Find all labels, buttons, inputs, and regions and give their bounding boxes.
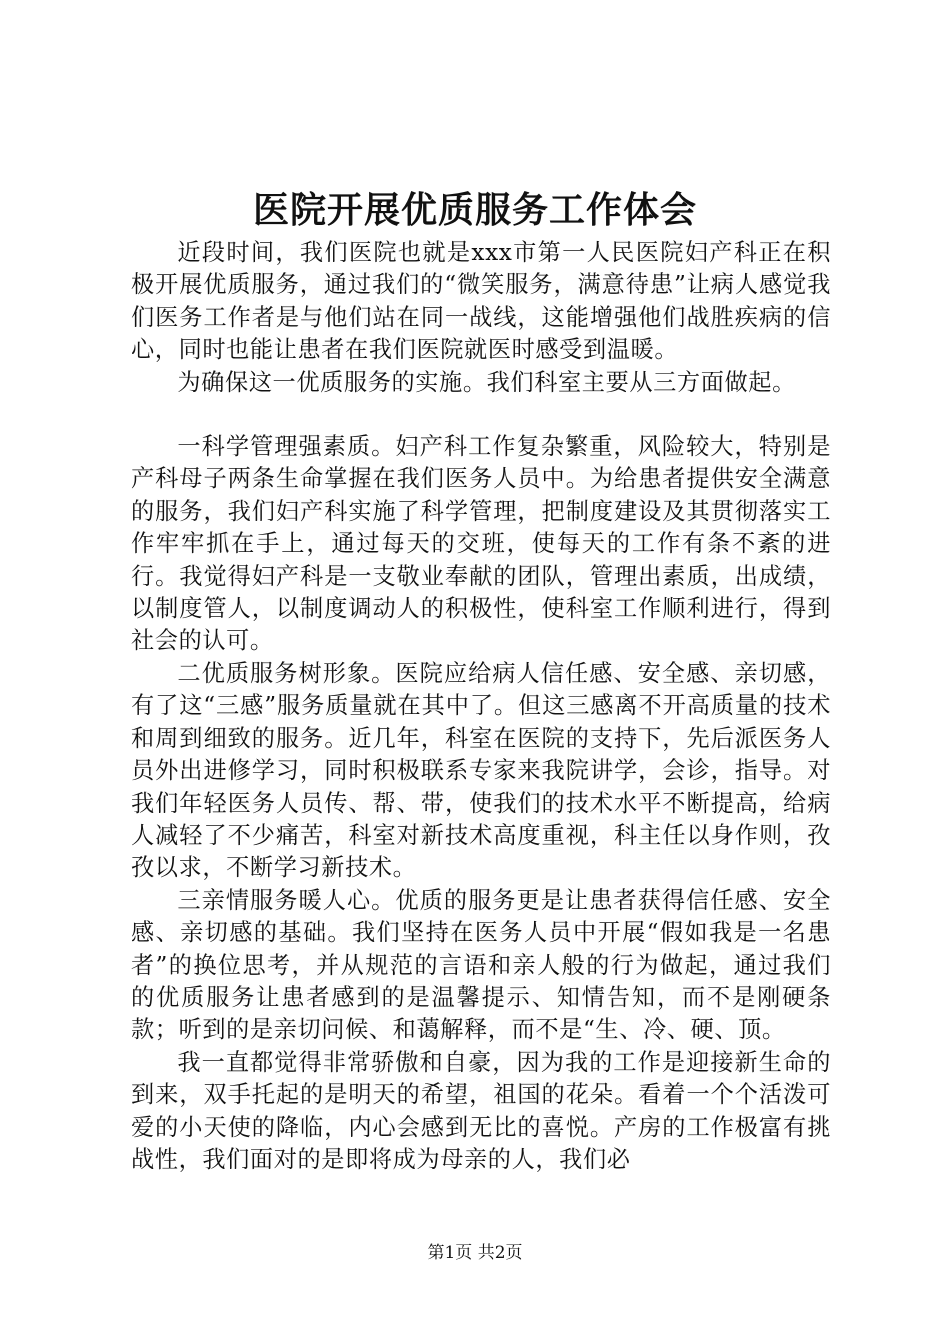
paragraph-service-image: 二优质服务树形象。医院应给病人信任感、安全感、亲切感，有了这“三感”服务质量就在其中了。但这三感离不开高质量的技术和周到细致的服务。近几年，科室在医院的支持下，先后派医务人员外出进修学习，同时积极联系专家来我院讲学，会诊，指导。对我们年轻医务人员传、帮、带，使我们的技术水平不断提高，给病人减轻了不少痛苦，科室对新技术高度重视，科主任以身作则，孜孜以求，不断学习新技术。	[131, 659, 831, 882]
paragraph-warm-service: 三亲情服务暖人心。优质的服务更是让患者获得信任感、安全感、亲切感的基础。我们坚持在医务人员中开展“假如我是一名患者”的换位思考，并从规范的言语和亲人般的行为做起，通过我们的优质服务让患者感到的是温馨提示、知情告知，而不是刚硬条款；听到的是亲切问候、和蔼解释，而不是“生、冷、硬、顶。	[131, 886, 831, 1044]
paragraph-personal: 我一直都觉得非常骄傲和自豪，因为我的工作是迎接新生命的到来，双手托起的是明天的希望，祖国的花朵。看着一个个活泼可爱的小天使的降临，内心会感到无比的喜悦。产房的工作极富有挑战性，我们面对的是即将成为母亲的人，我们必	[131, 1048, 831, 1173]
paragraph-overview: 为确保这一优质服务的实施。我们科室主要从三方面做起。	[177, 368, 796, 396]
document-title: 医院开展优质服务工作体会	[252, 189, 697, 231]
page-number-footer: 第1页 共2页	[427, 1243, 523, 1263]
document-body	[131, 237, 831, 1176]
paragraph-intro: 近段时间，我们医院也就是xxx市第一人民医院妇产科正在积极开展优质服务，通过我们的“微笑服务，满意待患”让病人感觉我们医务工作者是与他们站在同一战线，这能增强他们战胜疾病的信心，同时也能让患者在我们医院就医时感受到温暖。	[131, 239, 831, 364]
paragraph-management: 一科学管理强素质。妇产科工作复杂繁重，风险较大，特别是产科母子两条生命掌握在我们医务人员中。为给患者提供安全满意的服务，我们妇产科实施了科学管理，把制度建设及其贯彻落实工作牢牢抓在手上，通过每天的交班，使每天的工作有条不紊的进行。我觉得妇产科是一支敬业奉献的团队，管理出素质，出成绩，以制度管人，以制度调动人的积极性，使科室工作顺利进行，得到社会的认可。	[131, 433, 831, 655]
